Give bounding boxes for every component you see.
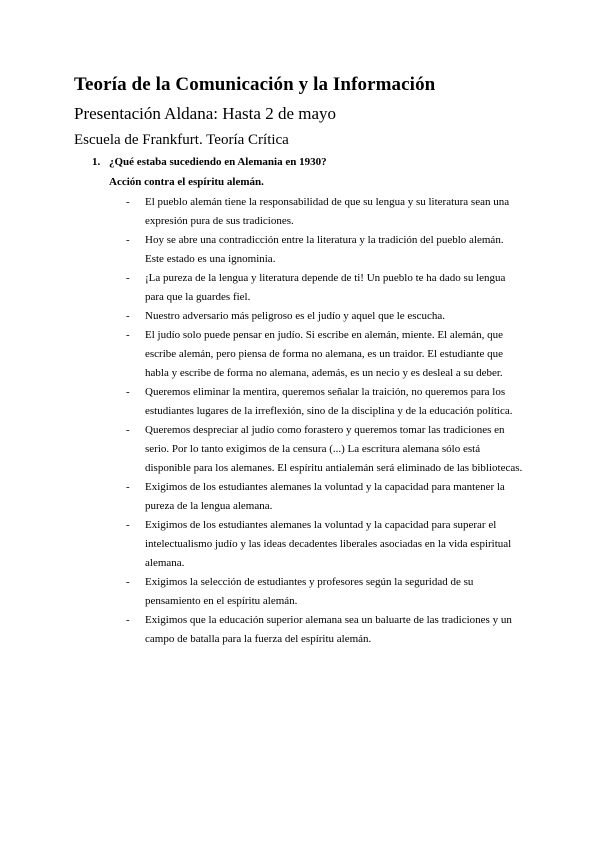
subheading: Acción contra el espíritu alemán. (109, 176, 264, 188)
list-item (0, 231, 525, 269)
list-item (0, 326, 525, 383)
bullet-dash: - (126, 196, 130, 208)
list-item-text: El pueblo alemán tiene la responsabilidad de que su lengua y su literatura sean una expresión pura de sus tradiciones. (145, 196, 510, 227)
bullet-dash: - (126, 614, 130, 626)
list-item-text: Exigimos de los estudiantes alemanes la voluntad y la capacidad para superar el intelectualismo judío y las ideas decadentes liberales asociadas en la vida espiritual alemana. (145, 519, 512, 569)
list-item (0, 193, 525, 231)
list-item (0, 516, 525, 573)
list-item-text: Nuestro adversario más peligroso es el judío y aquel que le escucha. (145, 310, 445, 322)
list-item-text: Exigimos de los estudiantes alemanes la voluntad y la capacidad para mantener la pureza de la lengua alemana. (145, 481, 505, 512)
list-item-text: Queremos despreciar al judío como forastero y queremos tomar las tradiciones en serio. Por lo tanto exigimos de la censura (...) La escritura alemana sólo está disponible para los alemanes. El espíritu antialemán será eliminado de las bibliotecas. (145, 424, 523, 474)
list-item (0, 307, 525, 326)
list-item-text: Exigimos la selección de estudiantes y profesores según la seguridad de su pensamiento en el espíritu alemán. (145, 576, 474, 607)
question-text: ¿Qué estaba sucediendo en Alemania en 1930? (109, 156, 327, 168)
list-item (0, 421, 525, 478)
list-item (0, 573, 525, 611)
list-item (0, 383, 525, 421)
list-item (0, 611, 525, 649)
document-title: Teoría de la Comunicación y la Información (74, 74, 436, 95)
list-item (0, 269, 525, 307)
question-number: 1. (92, 156, 101, 168)
bullet-dash: - (126, 424, 130, 436)
bullet-dash: - (126, 234, 130, 246)
bullet-dash: - (126, 329, 130, 341)
list-item-text: ¡La pureza de la lengua y literatura depende de ti! Un pueblo te ha dado su lengua para que la guardes fiel. (145, 272, 506, 303)
bullet-dash: - (126, 576, 130, 588)
list-item (0, 478, 525, 516)
list-item-text: El judío solo puede pensar en judío. Si escribe en alemán, miente. El alemán, que escribe alemán, pero piensa de forma no alemana, es un traidor. El estudiante que habla y escribe de forma no alemana, además, es un necio y es desleal a su deber. (145, 329, 504, 379)
section-heading: Escuela de Frankfurt. Teoría Crítica (74, 132, 289, 148)
bullet-dash: - (126, 481, 130, 493)
bullet-dash: - (126, 310, 130, 322)
bullet-dash: - (126, 386, 130, 398)
list-item-text: Queremos eliminar la mentira, queremos señalar la traición, no queremos para los estudiantes lugares de la irreflexión, sino de la disciplina y de la educación política. (145, 386, 513, 417)
bullet-list (0, 193, 600, 649)
list-item-text: Hoy se abre una contradicción entre la literatura y la tradición del pueblo alemán. Este estado es una ignominia. (145, 234, 504, 265)
document-subtitle: Presentación Aldana: Hasta 2 de mayo (74, 104, 337, 123)
bullet-dash: - (126, 519, 130, 531)
bullet-dash: - (126, 272, 130, 284)
question-heading (92, 156, 327, 168)
list-item-text: Exigimos que la educación superior alemana sea un baluarte de las tradiciones y un campo de batalla para la fuerza del espíritu alemán. (145, 614, 512, 645)
